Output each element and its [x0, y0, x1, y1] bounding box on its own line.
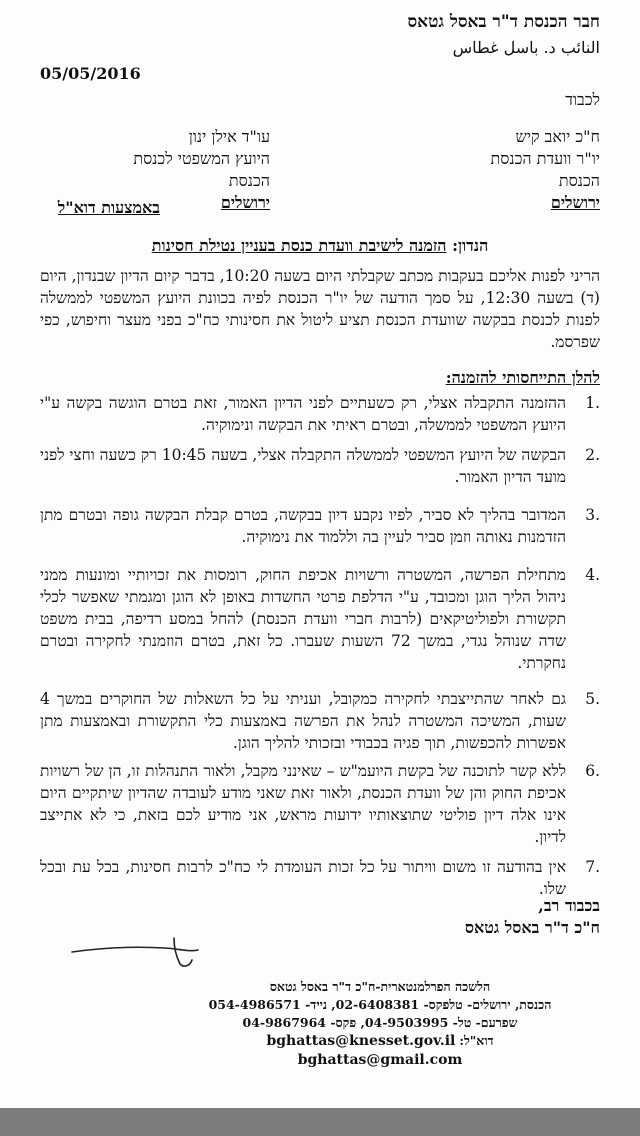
list-item-number: .5 [585, 690, 600, 708]
letter-date: 05/05/2016 [40, 64, 141, 83]
closing-regards: בכבוד רב, [538, 896, 600, 915]
subject-prefix: הנדון: [446, 236, 489, 255]
list-item [40, 444, 600, 488]
recipient-left-name: עו"ד אילן ינון [188, 127, 270, 146]
list-item [40, 504, 600, 548]
recipient-right-city: ירושלים [550, 193, 600, 212]
footer-email-row [140, 1032, 620, 1050]
delivery-method: באמצעות דוא"ל [57, 198, 160, 217]
list-item-text: גם לאחר שהתייצבתי לחקירה כמקובל, ועניתי על כל השאלות של החוקרים במשך 4 שעות, המשיכה המשטרה לנהל את הפרשה באמצעות כלי התקשורת ובאמצעות מתן אפשרות להכפשות, תוך פגיה בכבודי ובזכותי להליך הוגן. [40, 690, 566, 752]
list-item [40, 688, 600, 754]
list-item [40, 392, 600, 436]
list-item-text: המדובר בהליך לא סביר, לפיו נקבע דיון בבקשה, בטרם קבלת הבקשה גופה ובטרם מתן הזדמנות נאותה וזמן סביר לעיין בה וללמוד את נימוקיה. [40, 506, 566, 546]
list-item [40, 564, 600, 674]
bottom-toolbar [0, 1108, 640, 1136]
subject-line [40, 236, 600, 256]
list-item-number: .4 [585, 566, 600, 584]
salutation: לכבוד [565, 90, 600, 109]
recipient-right-name: ח"כ יואב קיש [515, 127, 600, 146]
list-item-text: הבקשה של היועץ המשפטי לממשלה התקבלה אצלי, בשעה 10:45 רק כשעה וחצי לפני מועד הדיון האמור. [40, 446, 566, 486]
list-item [40, 856, 600, 900]
closing-signer: ח"כ ד"ר באסל גטאס [464, 918, 600, 937]
sender-name-arabic: النائب د. باسل غطاس [452, 38, 600, 57]
list-item [40, 760, 600, 848]
list-item-number: .3 [585, 506, 600, 524]
email-primary[interactable]: bghattas@knesset.gov.il [266, 1033, 456, 1049]
sender-name: חבר הכנסת ד"ר באסל גטאס [407, 12, 600, 32]
recipient-left-city: ירושלים [220, 193, 270, 212]
recipient-right-org: הכנסת [558, 171, 600, 190]
footer-office: הלשכה הפרלמנטארית-ח"כ ד"ר באסל גטאס [269, 979, 491, 994]
email-label: דוא"ל: [459, 1033, 494, 1048]
list-item-number: .6 [585, 762, 600, 780]
intro-paragraph: הריני לפנות אליכם בעקבות מכתב שקבלתי היום בשעה 10:20, בדבר קיום הדיון שבנדון, היום (ד) בשעה 12:30, על סמך הודעה של יו"ר הכנסת לפיה בכוונת היועץ המשפטי לממשלה לפנות לכנסת בבקשה שוועדת הכנסת תציע ליטול את חסינותי כח"כ בפני מעצר וחיפוש, כפי שפרסמ. [40, 267, 600, 351]
recipient-left-org: הכנסת [228, 171, 270, 190]
list-item-number: .1 [585, 394, 600, 412]
footer-jerusalem: הכנסת, ירושלים- טלפקס- 02-6408381, נייד- 054-4986571 [208, 997, 552, 1012]
signature-image [70, 930, 220, 970]
recipient-right-role: יו"ר וועדת הכנסת [490, 149, 600, 168]
list-item-text: מתחילת הפרשה, המשטרה ורשויות אכיפת החוק, רומסות את זכויותיי ומונעות ממני ניהול הליך הוגן ומכובד, ע"י הדלפת פרטי החשדות באופן לא הוגן ומגמתי שאפשר לכלי תקשורת ולפוליטיקאים (לרבות חברי וועדת הכנסת) להחל במסע רדיפה, בבית משפט שדה שנוהל נגדי, במשך 72 השעות שעברו. כל זאת, בטרם הוזמנתי לחקירה ובטרם נחקרתי. [40, 566, 566, 672]
list-item-text: אין בהודעה זו משום וויתור על כל זכות העומדת לי כח"כ לרבות חסינות, בכל עת ובכל שלו. [40, 858, 566, 898]
email-secondary[interactable]: bghattas@gmail.com [297, 1052, 463, 1068]
recipient-left-role: היועץ המשפטי לכנסת [133, 149, 270, 168]
subject-text: הזמנה לישיבת וועדת כנסת בעניין נטילת חסינות [151, 236, 447, 255]
recipient-right [380, 126, 600, 214]
list-title: להלן התייחסותי להזמנה: [445, 368, 600, 387]
list-item-number: .7 [585, 858, 600, 876]
list-item-text: ללא קשר לתוכנה של בקשת היועמ"ש – שאינני מקבל, ולאור התנהלות זו, הן של רשויות אכיפת החוק והן של וועדת הכנסת, ולאור זאת שאני מודע לעובדה שהדיון שיתקיים היום אינו אלה דיון פוליטי שתוצאותיו ידועות מראש, אני מודיע לכם בזאת, כי לא אתייצב לדיון. [40, 762, 566, 846]
footer-shfaram: שפרעם- טל- 04-9503995, פקס- 04-9867964 [242, 1015, 518, 1030]
list-item-text: ההזמנה התקבלה אצלי, רק כשעתיים לפני הדיון האמור, זאת בטרם הוגשה בקשה ע"י היועץ המשפטי לממשלה, ובטרם ראיתי את הבקשה ונימוקיה. [40, 394, 566, 434]
list-item-number: .2 [585, 446, 600, 464]
